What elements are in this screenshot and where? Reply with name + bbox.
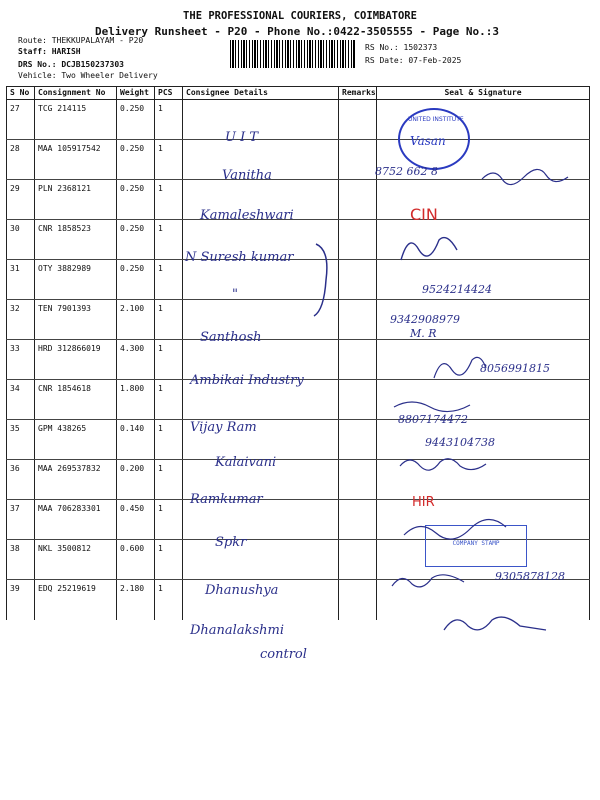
row-consignee-cell bbox=[183, 100, 339, 140]
col-pcs: PCS bbox=[155, 87, 183, 100]
row-sno: 39 bbox=[7, 580, 35, 620]
bracket-mark bbox=[312, 240, 336, 320]
row-consignee-cell bbox=[183, 540, 339, 580]
rs-number: RS No.: 1502373 bbox=[365, 43, 438, 52]
handwritten-consignee: Kamaleshwari bbox=[200, 208, 294, 223]
rs-date: RS Date: 07-Feb-2025 bbox=[365, 56, 462, 65]
row-pcs: 1 bbox=[155, 300, 183, 340]
handwritten-consignee: Ambikai Industry bbox=[190, 373, 304, 388]
handwritten-consignee: U I T bbox=[225, 130, 259, 145]
handwritten-consignee: Dhanalakshmi bbox=[190, 623, 284, 638]
seal-text: UNITED INSTITUTE bbox=[408, 116, 464, 123]
row-consignment: TEN 7901393 bbox=[35, 300, 117, 340]
row-sno: 30 bbox=[7, 220, 35, 260]
col-consignment: Consignment No bbox=[35, 87, 117, 100]
remark-red: CIN bbox=[410, 205, 438, 224]
row-pcs: 1 bbox=[155, 220, 183, 260]
col-weight: Weight bbox=[117, 87, 155, 100]
row-weight: 1.800 bbox=[117, 380, 155, 420]
handwritten-consignee: Kalaivani bbox=[215, 455, 277, 470]
col-sno: S No bbox=[7, 87, 35, 100]
handwritten-phone: 8752 662 8 bbox=[375, 165, 438, 178]
row-remarks-cell bbox=[339, 500, 377, 540]
row-sno: 28 bbox=[7, 140, 35, 180]
row-consignment: NKL 3500812 bbox=[35, 540, 117, 580]
row-sno: 27 bbox=[7, 100, 35, 140]
row-remarks-cell bbox=[339, 180, 377, 220]
row-weight: 0.600 bbox=[117, 540, 155, 580]
row-consignment: MAA 706283301 bbox=[35, 500, 117, 540]
vehicle-label: Vehicle: Two Wheeler Delivery bbox=[18, 71, 158, 80]
row-remarks-cell bbox=[339, 340, 377, 380]
table-row bbox=[7, 420, 590, 460]
row-remarks-cell bbox=[339, 460, 377, 500]
row-weight: 0.250 bbox=[117, 140, 155, 180]
signature-scribble bbox=[398, 452, 488, 476]
row-consignment: HRD 312866019 bbox=[35, 340, 117, 380]
route-label: Route: THEKKUPALAYAM - P20 bbox=[18, 36, 144, 45]
row-weight: 0.140 bbox=[117, 420, 155, 460]
handwritten-phone: 9443104738 bbox=[425, 436, 495, 449]
table-row bbox=[7, 460, 590, 500]
row-weight: 0.250 bbox=[117, 180, 155, 220]
row-sno: 29 bbox=[7, 180, 35, 220]
col-remarks: Remarks bbox=[339, 87, 377, 100]
handwritten-consignee: Vijay Ram bbox=[190, 420, 257, 435]
row-consignment: TCG 214115 bbox=[35, 100, 117, 140]
signature-scribble bbox=[388, 568, 468, 592]
row-consignment: GPM 438265 bbox=[35, 420, 117, 460]
row-weight: 0.450 bbox=[117, 500, 155, 540]
row-remarks-cell bbox=[339, 580, 377, 620]
row-weight: 0.250 bbox=[117, 100, 155, 140]
handwritten-phone: 8056991815 bbox=[480, 362, 550, 375]
row-consignment: MAA 105917542 bbox=[35, 140, 117, 180]
row-remarks-cell bbox=[339, 100, 377, 140]
row-remarks-cell bbox=[339, 420, 377, 460]
row-pcs: 1 bbox=[155, 260, 183, 300]
col-consignee: Consignee Details bbox=[183, 87, 339, 100]
runsheet-subtitle: Delivery Runsheet - P20 - Phone No.:0422-3505555 - Page No.:3 bbox=[95, 25, 499, 38]
handwritten-consignee: Spkr bbox=[215, 535, 247, 550]
row-pcs: 1 bbox=[155, 100, 183, 140]
row-weight: 0.200 bbox=[117, 460, 155, 500]
table-row bbox=[7, 100, 590, 140]
drs-number: DRS No.: DCJB150237303 bbox=[18, 60, 124, 69]
handwritten-consignee: N Suresh kumar bbox=[185, 250, 294, 265]
row-remarks-cell bbox=[339, 140, 377, 180]
handwritten-phone: 9305878128 bbox=[495, 570, 565, 583]
row-sno: 34 bbox=[7, 380, 35, 420]
handwritten-consignee: Ramkumar bbox=[190, 492, 263, 507]
remark-red: HIR bbox=[412, 495, 435, 510]
row-weight: 0.250 bbox=[117, 220, 155, 260]
row-weight: 2.100 bbox=[117, 300, 155, 340]
row-weight: 4.300 bbox=[117, 340, 155, 380]
signature-scribble bbox=[400, 515, 510, 545]
row-remarks-cell bbox=[339, 220, 377, 260]
handwritten-consignee: Dhanushya bbox=[205, 583, 279, 598]
row-sno: 37 bbox=[7, 500, 35, 540]
row-sno: 38 bbox=[7, 540, 35, 580]
row-pcs: 1 bbox=[155, 340, 183, 380]
row-sno: 36 bbox=[7, 460, 35, 500]
row-sno: 33 bbox=[7, 340, 35, 380]
seal-signature: Vasan bbox=[410, 134, 446, 148]
stamp-text: COMPANY STAMP bbox=[452, 540, 500, 547]
handwritten-initials: M. R bbox=[410, 327, 437, 340]
row-consignment: PLN 2368121 bbox=[35, 180, 117, 220]
round-seal-stamp bbox=[398, 108, 470, 170]
handwritten-consignee: " bbox=[232, 287, 238, 302]
signature-scribble bbox=[395, 230, 465, 270]
row-remarks-cell bbox=[339, 540, 377, 580]
handwritten-phone: 9524214424 bbox=[422, 283, 492, 296]
row-consignment: CNR 1858523 bbox=[35, 220, 117, 260]
row-pcs: 1 bbox=[155, 540, 183, 580]
col-signature: Seal & Signature bbox=[377, 87, 590, 100]
handwritten-footer-note: control bbox=[260, 647, 307, 662]
handwritten-consignee: Vanitha bbox=[222, 168, 272, 183]
row-pcs: 1 bbox=[155, 500, 183, 540]
row-remarks-cell bbox=[339, 380, 377, 420]
signature-scribble bbox=[440, 608, 550, 638]
row-weight: 2.180 bbox=[117, 580, 155, 620]
row-weight: 0.250 bbox=[117, 260, 155, 300]
handwritten-phone: 9342908979 bbox=[390, 313, 460, 326]
row-remarks-cell bbox=[339, 300, 377, 340]
row-sno: 32 bbox=[7, 300, 35, 340]
row-pcs: 1 bbox=[155, 380, 183, 420]
handwritten-phone: 8807174472 bbox=[398, 413, 468, 426]
row-consignment: CNR 1854618 bbox=[35, 380, 117, 420]
table-row bbox=[7, 300, 590, 340]
table-header-row bbox=[7, 87, 590, 100]
row-pcs: 1 bbox=[155, 580, 183, 620]
signature-scribble bbox=[480, 165, 570, 187]
row-sno: 31 bbox=[7, 260, 35, 300]
row-pcs: 1 bbox=[155, 420, 183, 460]
table-row bbox=[7, 260, 590, 300]
company-title: THE PROFESSIONAL COURIERS, COIMBATORE bbox=[183, 10, 417, 22]
row-sno: 35 bbox=[7, 420, 35, 460]
row-remarks-cell bbox=[339, 260, 377, 300]
row-pcs: 1 bbox=[155, 140, 183, 180]
row-consignment: MAA 269537832 bbox=[35, 460, 117, 500]
staff-label: Staff: HARISH bbox=[18, 47, 81, 56]
barcode bbox=[230, 40, 356, 68]
row-pcs: 1 bbox=[155, 180, 183, 220]
table-row bbox=[7, 220, 590, 260]
signature-scribble bbox=[392, 395, 472, 415]
row-consignment: EDQ 25219619 bbox=[35, 580, 117, 620]
row-consignment: OTY 3882989 bbox=[35, 260, 117, 300]
row-pcs: 1 bbox=[155, 460, 183, 500]
handwritten-consignee: Santhosh bbox=[200, 330, 262, 345]
